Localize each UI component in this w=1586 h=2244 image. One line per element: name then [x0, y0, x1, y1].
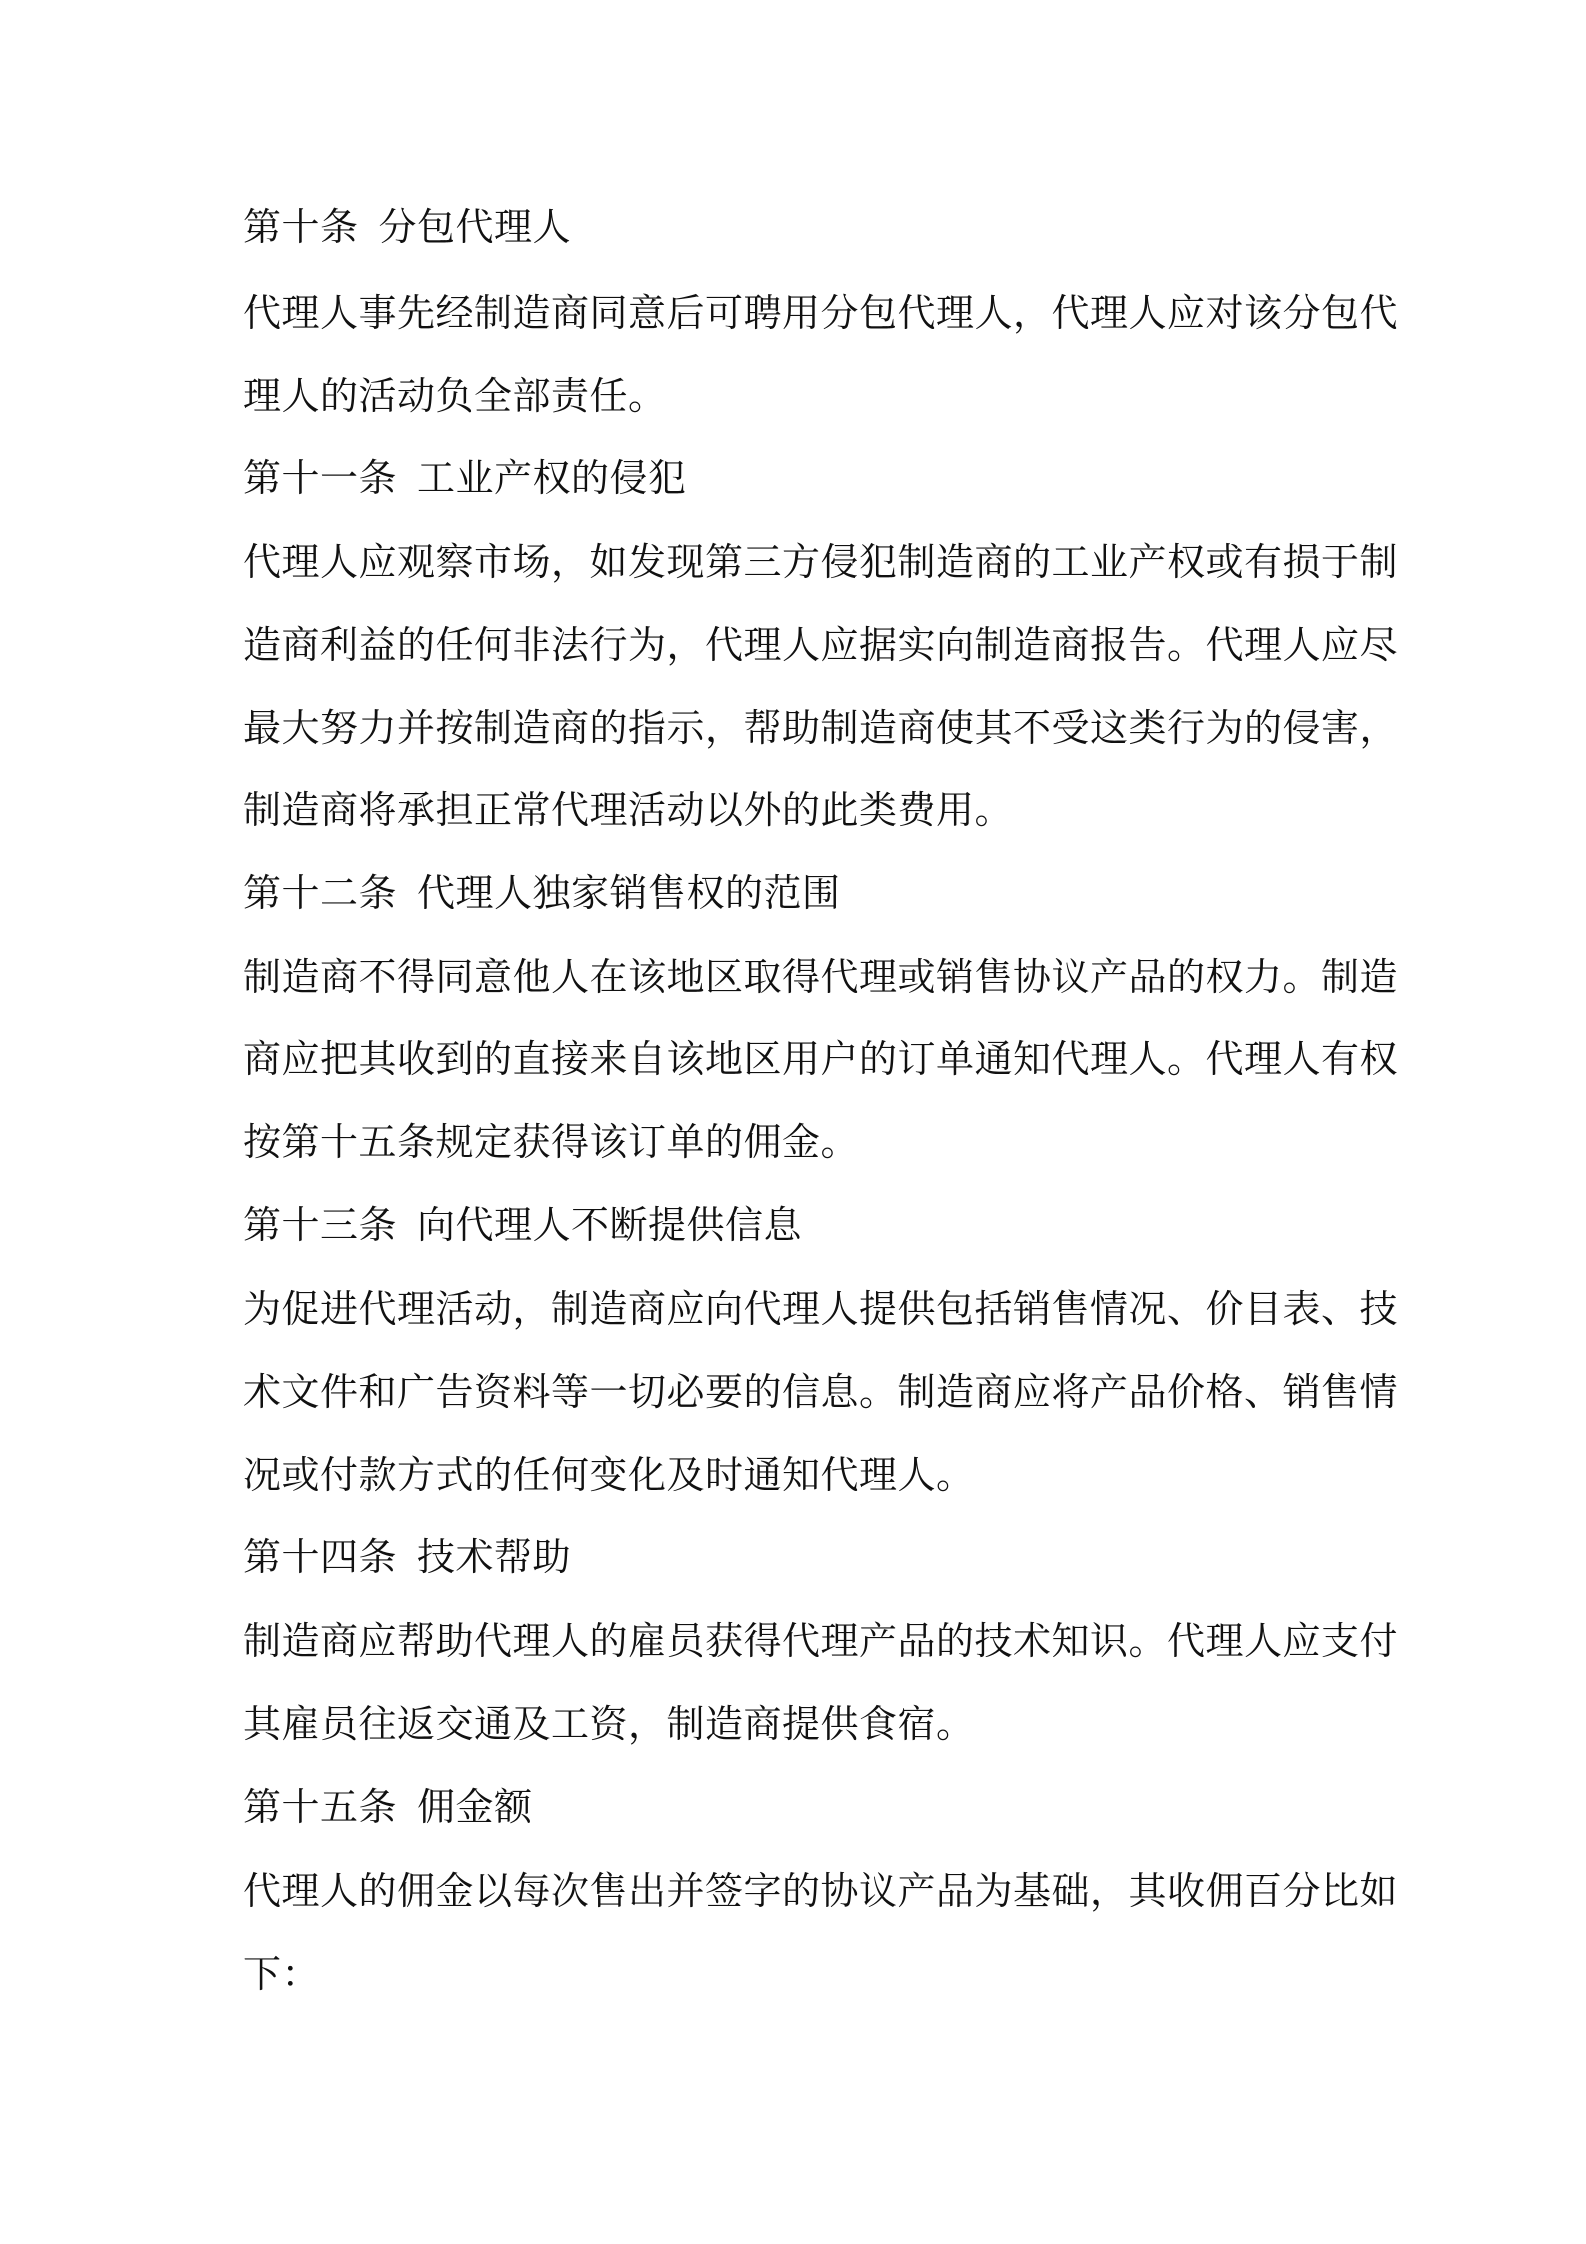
section-number: 第十条	[243, 205, 359, 249]
section-heading	[243, 1201, 802, 1249]
paragraph-line: 其雇员往返交通及工资，制造商提供食宿。	[243, 1702, 975, 1746]
section-heading	[243, 869, 841, 917]
paragraph-line: 术文件和广告资料等一切必要的信息。制造商应将产品价格、销售情	[243, 1370, 1399, 1414]
paragraph-line: 况或付款方式的任何变化及时通知代理人。	[243, 1453, 975, 1497]
paragraph-line: 为促进代理活动，制造商应向代理人提供包括销售情况、价目表、技	[243, 1287, 1399, 1331]
section-number: 第十二条	[243, 871, 398, 915]
paragraph-line: 代理人事先经制造商同意后可聘用分包代理人，代理人应对该分包代	[243, 291, 1399, 335]
section-heading	[243, 454, 687, 502]
section-title: 分包代理人	[378, 205, 572, 249]
paragraph-line: 理人的活动负全部责任。	[243, 374, 667, 418]
section-number: 第十五条	[243, 1785, 398, 1829]
section-title: 向代理人不断提供信息	[417, 1203, 803, 1247]
paragraph-line: 制造商将承担正常代理活动以外的此类费用。	[243, 788, 1014, 832]
paragraph-line: 商应把其收到的直接来自该地区用户的订单通知代理人。代理人有权	[243, 1037, 1399, 1081]
paragraph-line: 最大努力并按制造商的指示，帮助制造商使其不受这类行为的侵害，	[243, 706, 1399, 750]
paragraph-line: 制造商应帮助代理人的雇员获得代理产品的技术知识。代理人应支付	[243, 1619, 1399, 1663]
section-title: 代理人独家销售权的范围	[417, 871, 841, 915]
paragraph-line: 造商利益的任何非法行为，代理人应据实向制造商报告。代理人应尽	[243, 623, 1399, 667]
paragraph-line: 代理人的佣金以每次售出并签字的协议产品为基础，其收佣百分比如	[243, 1869, 1399, 1913]
section-title: 佣金额	[417, 1785, 533, 1829]
section-number: 第十四条	[243, 1535, 398, 1579]
section-number: 第十三条	[243, 1203, 398, 1247]
section-number: 第十一条	[243, 456, 398, 500]
section-heading	[243, 203, 571, 251]
section-title: 工业产权的侵犯	[417, 456, 687, 500]
section-heading	[243, 1533, 571, 1581]
section-title: 技术帮助	[417, 1535, 572, 1579]
paragraph-line: 代理人应观察市场，如发现第三方侵犯制造商的工业产权或有损于制	[243, 540, 1399, 584]
paragraph-line: 按第十五条规定获得该订单的佣金。	[243, 1120, 860, 1164]
paragraph-line: 下：	[243, 1952, 321, 1996]
paragraph-line: 制造商不得同意他人在该地区取得代理或销售协议产品的权力。制造	[243, 955, 1399, 999]
section-heading	[243, 1783, 533, 1831]
